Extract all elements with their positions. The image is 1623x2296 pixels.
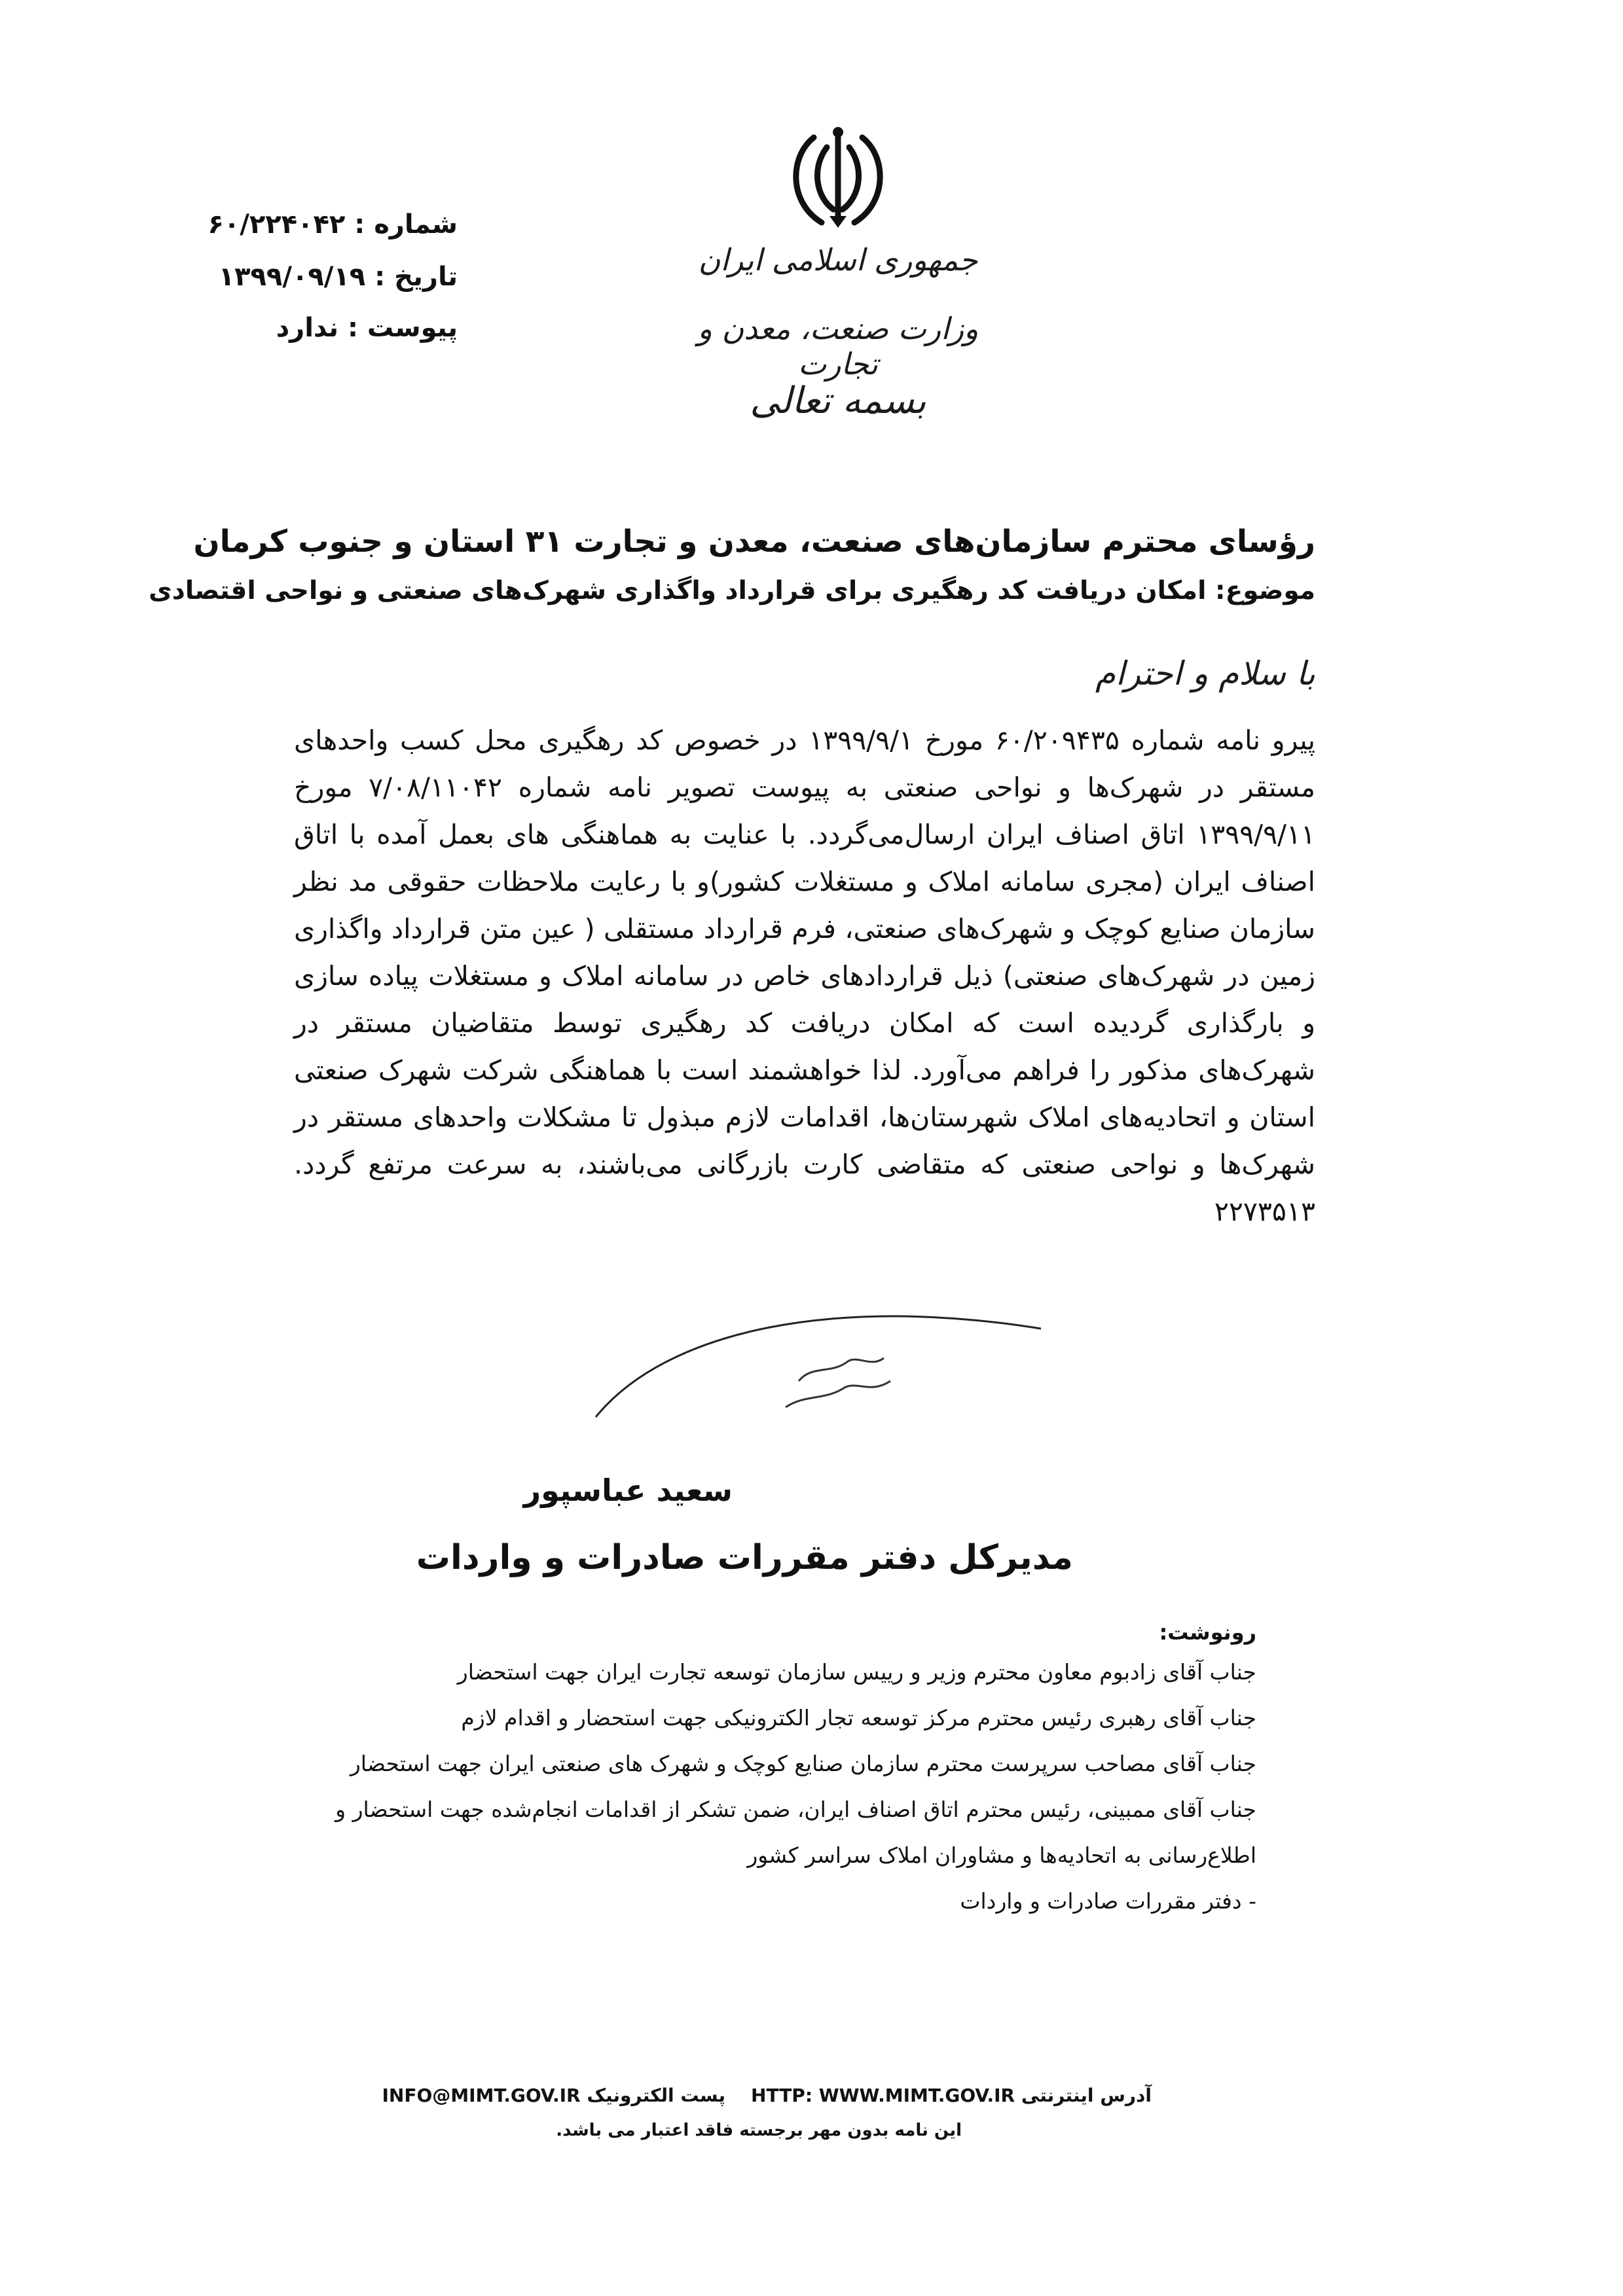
letter-number [208,209,458,240]
letter-date [219,262,458,292]
cc-item: اطلاع‌رسانی به اتحادیه‌ها و مشاوران املاک سراسر کشور [747,1842,1256,1868]
recipient: رؤسای محترم سازمان‌های صنعت، معدن و تجارت ۳۱ استان و جنوب کرمان [193,524,1315,560]
footer-email-label: پست الکترونیک [587,2085,726,2106]
letter-body: پیرو نامه شماره ۶۰/۲۰۹۴۳۵ مورخ ۱۳۹۹/۹/۱ در خصوص کد رهگیری محل کسب واحدهای مستقر در شهرک‌ها و نواحی صنعتی به پیوست تصویر نامه شماره ۷/۰۸/۱۱۰۴۲ مورخ ۱۳۹۹/۹/۱۱ اتاق اصناف ایران ارسال‌می‌گردد. با عنایت به هماهنگی های بعمل آمده با اتاق اصناف ایران (مجری سامانه املاک و مستغلات کشور)و با رعایت ملاحظات حقوقی مد نظر سازمان صنایع کوچک و شهرک‌های صنعتی، فرم قرارداد مستقلی ( عین متن قرارداد واگذاری زمین در شهرک‌های صنعتی) ذیل قراردادهای خاص در سامانه املاک و مستغلات پیاده سازی و بارگذاری گردیده است که امکان دریافت کد رهگیری توسط متقاضیان مستقر در شهرک‌های مذکور را فراهم می‌آورد. لذا خواهشمند است با هماهنگی شرکت شهرک صنعتی استان و اتحادیه‌های املاک شهرستان‌ها، اقدامات لازم مبذول تا مشکلات واحدهای مستقر در شهرک‌ها و نواحی صنعتی که متقاضی کارت بازرگانی می‌باشند، به سرعت مرتفع گردد. ۲۲۷۳۵۱۳ [294,725,1315,1227]
cc-item: جناب آقای ممبینی، رئیس محترم اتاق اصناف ایران، ضمن تشکر از اقدامات انجام‌شده جهت استحضار و [335,1797,1256,1822]
cc-item: - دفتر مقررات صادرات و واردات [960,1888,1256,1914]
footer-contact [382,2085,1152,2106]
footer-note: این نامه بدون مهر برجسته فاقد اعتبار می باشد. [556,2121,962,2140]
letter-number-label: شماره : [354,209,458,240]
footer-web-value: HTTP: WWW.MIMT.GOV.IR [751,2085,1015,2106]
national-emblem-icon [776,118,900,242]
cc-item: جناب آقای رهبری رئیس محترم مرکز توسعه تجار الکترونیکی جهت استحضار و اقدام لازم [461,1705,1256,1731]
letter-attachment-value: ندارد [276,313,339,343]
republic-header: جمهوری اسلامی ایران [698,242,978,278]
footer-web-label: آدرس اینترنتی [1021,2085,1152,2106]
cc-item: جناب آقای زادبوم معاون محترم وزیر و رییس سازمان توسعه تجارت ایران جهت استحضار [457,1659,1256,1685]
greeting: با سلام و احترام [1095,655,1315,692]
bismillah: بسمه تعالی [750,380,926,422]
signer-name: سعید عباسپور [523,1473,733,1508]
cc-heading: رونوشت: [1159,1620,1256,1645]
subject-line: موضوع: امکان دریافت کد رهگیری برای قرارداد واگذاری شهرک‌های صنعتی و نواحی اقتصادی [149,576,1315,605]
ministry-header: وزارت صنعت، معدن و تجارت [697,311,979,382]
letter-attachment-label: پیوست : [347,313,458,343]
letter-attachment [276,313,458,343]
letter-number-value: ۶۰/۲۲۴۰۴۲ [208,209,346,240]
letter-date-label: تاریخ : [374,262,458,292]
footer-email-value: INFO@MIMT.GOV.IR [382,2085,581,2106]
letter-date-value: ۱۳۹۹/۰۹/۱۹ [218,262,366,292]
signer-title: مدیرکل دفتر مقررات صادرات و واردات [416,1538,1073,1577]
signature-mark [589,1302,1048,1420]
cc-item: جناب آقای مصاحب سرپرست محترم سازمان صنایع کوچک و شهرک های صنعتی ایران جهت استحضار [350,1751,1256,1776]
